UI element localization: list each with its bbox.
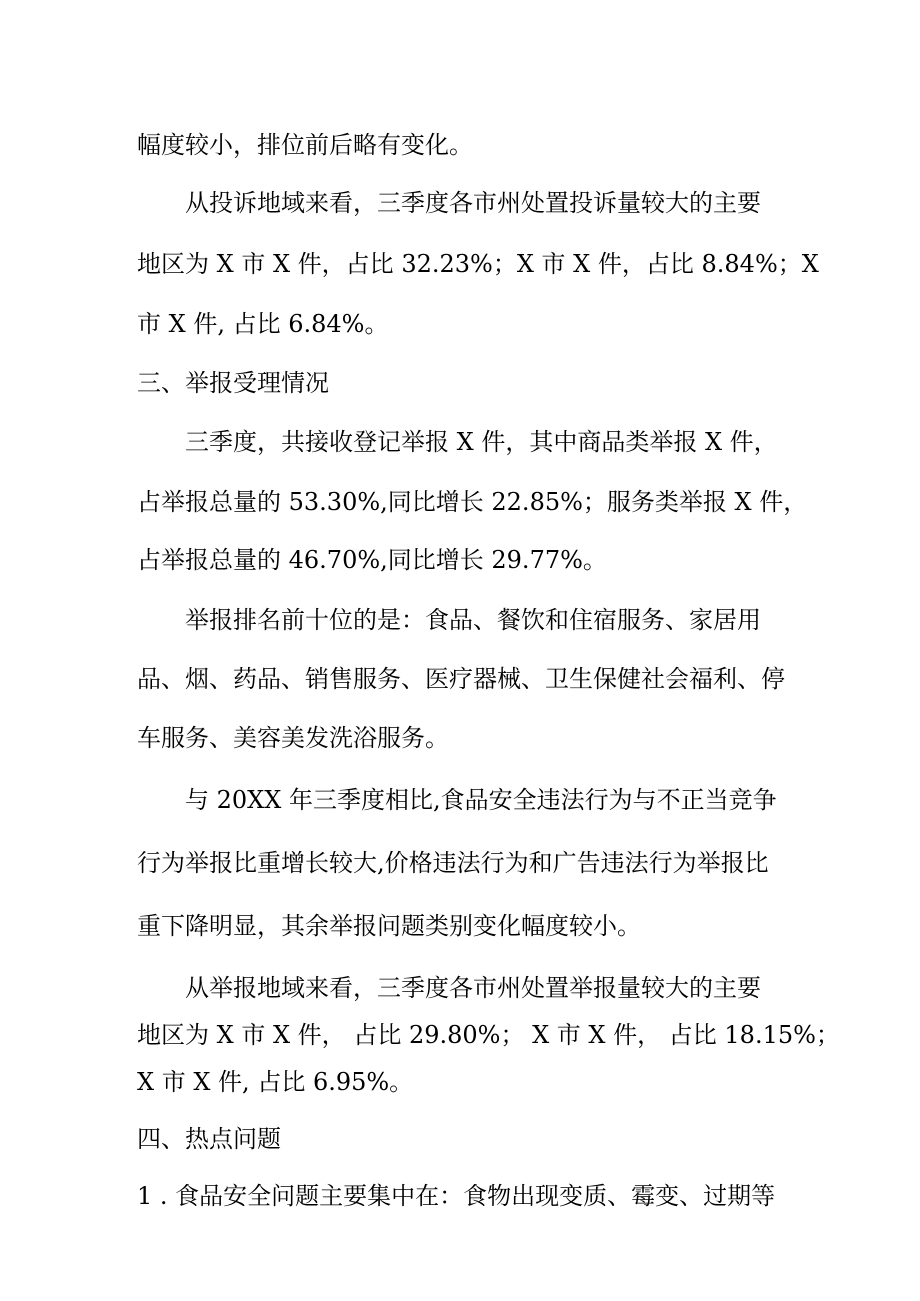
- paragraph-line: 幅度较小，排位前后略有变化。: [137, 131, 473, 159]
- paragraph-line: 车服务、美容美发洗浴服务。: [137, 724, 449, 752]
- section-heading: 四、热点问题: [137, 1125, 281, 1153]
- section-heading: 三、举报受理情况: [137, 369, 329, 397]
- paragraph-line: 占举报总量的 46.70%,同比增长 29.77%。: [137, 546, 607, 574]
- paragraph-line: 从投诉地域来看，三季度各市州处置投诉量较大的主要: [185, 189, 761, 217]
- paragraph-line: 市 X 件, 占比 6.84%。: [137, 310, 389, 338]
- paragraph-line: 地区为 X 市 X 件， 占比 29.80%； X 市 X 件， 占比 18.15%；: [137, 1021, 840, 1049]
- paragraph-line: 与 20XX 年三季度相比,食品安全违法行为与不正当竞争: [185, 786, 777, 814]
- paragraph-line: 三季度，共接收登记举报 X 件，其中商品类举报 X 件，: [185, 428, 778, 456]
- paragraph-line: 举报排名前十位的是：食品、餐饮和住宿服务、家居用: [185, 606, 761, 634]
- list-item: 1 . 食品安全问题主要集中在：食物出现变质、霉变、过期等: [137, 1182, 776, 1210]
- paragraph-line: 重下降明显，其余举报问题类别变化幅度较小。: [137, 912, 641, 940]
- paragraph-line: 从举报地域来看，三季度各市州处置举报量较大的主要: [185, 974, 761, 1002]
- paragraph-line: X 市 X 件, 占比 6.95%。: [137, 1068, 414, 1096]
- paragraph-line: 行为举报比重增长较大,价格违法行为和广告违法行为举报比: [137, 849, 769, 877]
- paragraph-line: 品、烟、药品、销售服务、医疗器械、卫生保健社会福利、停: [137, 665, 785, 693]
- paragraph-line: 地区为 X 市 X 件，占比 32.23%；X 市 X 件，占比 8.84%；X: [137, 250, 819, 278]
- paragraph-line: 占举报总量的 53.30%,同比增长 22.85%；服务类举报 X 件，: [137, 488, 808, 516]
